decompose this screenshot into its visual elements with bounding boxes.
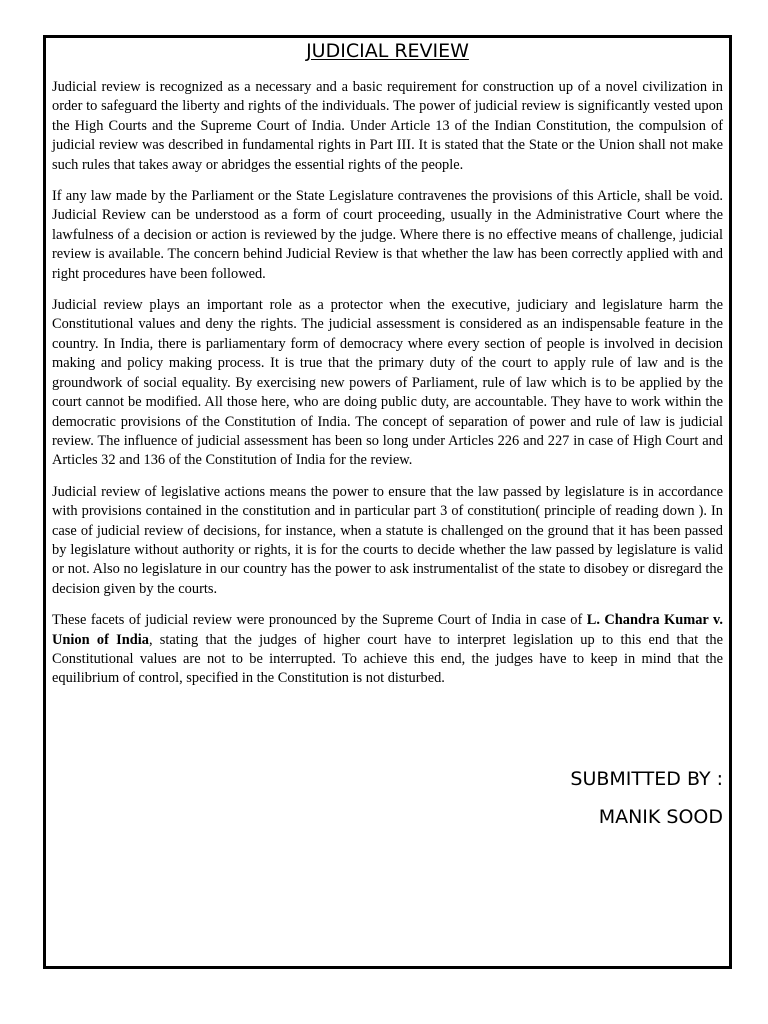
page-border [43, 35, 732, 969]
document-title: JUDICIAL REVIEW [306, 40, 469, 62]
case-name: L. Chandra Kumar v. Union of India [52, 612, 723, 648]
paragraph-5-intro: These facets of judicial review were pronounced by the Supreme Court of India in case of [52, 612, 587, 629]
paragraph-3: Judicial review plays an important role as a protector when the executive, judiciary and legislature harm the Constitutional values and deny the rights. The judicial assessment is considered as an indispensable feature in the country. In India, there is parliamentary form of democracy where every section of people is involved in decision making and policy making process. It is true that the primary duty of the court to apply rule of law and is the groundwork of social equality. By exercising new powers of Parliament, rule of law which is to be applied by the court cannot be modified. All those here, who are doing public duty, are accountable. They have to work within the democratic provisions of the Constitution of India. The concept of separation of power and rule of law is judicial review. The influence of judicial assessment has been so long under Articles 226 and 227 in case of High Court and Articles 32 and 136 of the Constitution of India for the review. [52, 297, 723, 469]
author-name: MANIK SOOD [598, 806, 723, 828]
document-body [52, 78, 723, 701]
paragraph-4: Judicial review of legislative actions means the power to ensure that the law passed by legislature is in accordance with provisions contained in the constitution and in particular part 3 of constitution( principle of reading down ). In case of judicial review of decisions, for instance, when a statute is challenged on the ground that it has been passed by legislature without authority or rights, it is for the courts to decide whether the law passed by legislature is valid or not. Also no legislature in our country has the power to ask instrumentalist of the state to disobey or disregard the decision given by the courts. [52, 483, 723, 597]
paragraph-1: Judicial review is recognized as a necessary and a basic requirement for construction up of a novel civilization in order to safeguard the liberty and rights of the individuals. The power of judicial review is significantly vested upon the High Courts and the Supreme Court of India. Under Article 13 of the Indian Constitution, the compulsion of judicial review was described in fundamental rights in Part III. It is stated that the State or the Union shall not make such rules that takes away or abridges the essential rights of the people. [52, 79, 723, 173]
submission-block [570, 767, 723, 829]
paragraph-5-rest: , stating that the judges of higher court have to interpret legislation up to this end that the Constitutional values are not to be interrupted. To achieve this end, the judges have to keep in mind that the equilibrium of control, specified in the Constitution is not disturbed. [52, 631, 723, 687]
submitted-by-label: SUBMITTED BY : [570, 768, 723, 790]
paragraph-5 [52, 611, 723, 689]
paragraph-2: If any law made by the Parliament or the State Legislature contravenes the provisions of this Article, shall be void. Judicial Review can be understood as a form of court proceeding, usually in the Administrative Court where the lawfulness of a decision or action is reviewed by the judge. Where there is no effective means of challenge, judicial review is available. The concern behind Judicial Review is that whether the law has been correctly applied with and right procedures have been followed. [52, 188, 723, 282]
